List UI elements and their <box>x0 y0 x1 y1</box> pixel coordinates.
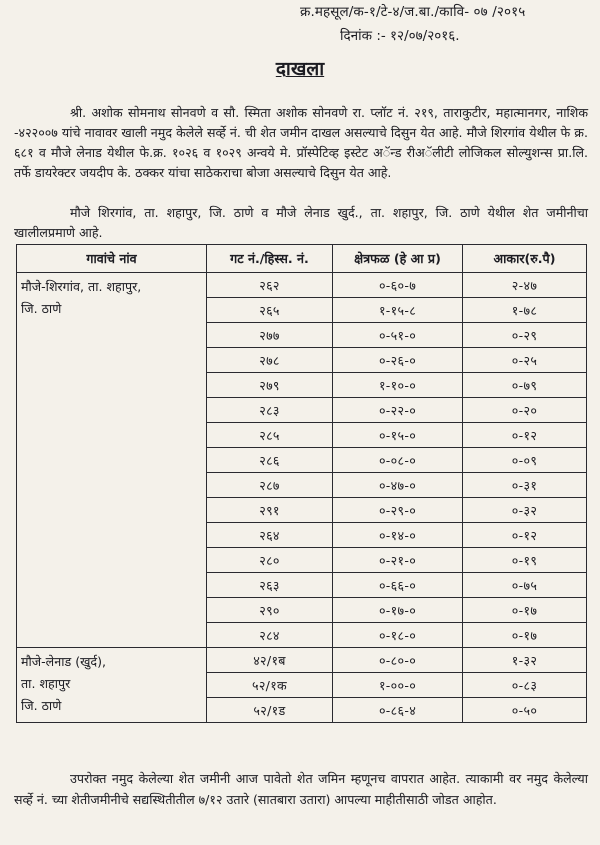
table-row <box>17 273 587 298</box>
area-cell: ०-१८-० <box>333 623 463 648</box>
assessment-cell: ०-७५ <box>463 573 587 598</box>
village-name-line: ता. शहापुर <box>21 676 71 691</box>
assessment-cell: ०-१९ <box>463 548 587 573</box>
assessment-cell: ०-२० <box>463 398 587 423</box>
column-header-village: गावांचे नांव <box>17 245 207 273</box>
survey-number-cell: २९१ <box>207 498 333 523</box>
column-header-area: क्षेत्रफळ (हे आ प्र) <box>333 245 463 273</box>
survey-number-cell: २८५ <box>207 423 333 448</box>
table-body <box>17 273 587 723</box>
reference-number: क्र.महसूल/क-१/टे-४/ज.बा./कावि- ०७ /२०१५ <box>300 4 526 20</box>
area-cell: ०-१४-० <box>333 523 463 548</box>
assessment-cell: ०-०९ <box>463 448 587 473</box>
assessment-cell: ०-१७ <box>463 623 587 648</box>
area-cell: ०-८६-४ <box>333 698 463 723</box>
assessment-cell: ०-२९ <box>463 323 587 348</box>
survey-number-cell: २७९ <box>207 373 333 398</box>
page-title: दाखला <box>275 58 325 80</box>
area-cell: १-००-० <box>333 673 463 698</box>
document-date: दिनांक :- १२/०७/२०१६. <box>340 28 460 44</box>
area-cell: ०-४७-० <box>333 473 463 498</box>
area-cell: ०-०८-० <box>333 448 463 473</box>
assessment-cell: ०-१२ <box>463 523 587 548</box>
area-cell: ०-१५-० <box>333 423 463 448</box>
survey-number-cell: २६३ <box>207 573 333 598</box>
area-cell: ०-२२-० <box>333 398 463 423</box>
village-name-cell <box>17 648 207 723</box>
land-table <box>16 244 587 723</box>
assessment-cell: १-३२ <box>463 648 587 673</box>
table-row <box>17 648 587 673</box>
survey-number-cell: ४२/१ब <box>207 648 333 673</box>
assessment-cell: ०-३१ <box>463 473 587 498</box>
intro-paragraph: श्री. अशोक सोमनाथ सोनवणे व सौ. स्मिता अशोक सोनवणे रा. प्लॉट नं. २१९, ताराकुटीर, महात्मानगर, नाशिक -४२२००७ यांचे नावावर खाली नमुद केलेले सर्व्हे नं. ची शेत जमीन दाखल असल्याचे दिसुन येत आहे. मौजे शिरगांव येथील फे क्र. ६८१ व मौजे लेनाड येथील फे.क्र. १०२६ व १०२९ अन्वये मे. प्रॉस्पेटिव्ह इस्टेट अॅन्ड रीअॅलीटी लोजिकल सोल्युशन्स प्रा.लि. तर्फे डायरेक्टर जयदीप के. ठक्कर यांचा साठेकराचा बोजा असल्याचे दिसुन येत आहे. <box>14 105 588 180</box>
survey-number-cell: २६२ <box>207 273 333 298</box>
village-name-line: मौजे-लेनाड (खुर्द), <box>21 654 107 669</box>
lead-in-paragraph: मौजे शिरगांव, ता. शहापुर, जि. ठाणे व मौजे लेनाड खुर्द., ता. शहापुर, जि. ठाणे येथील शेत जमीनीचा खालीलप्रमाणे आहे. <box>14 205 588 240</box>
area-cell: ०-८०-० <box>333 648 463 673</box>
survey-number-cell: २६५ <box>207 298 333 323</box>
area-cell: १-१५-८ <box>333 298 463 323</box>
survey-number-cell: २८६ <box>207 448 333 473</box>
survey-number-cell: २६४ <box>207 523 333 548</box>
assessment-cell: ०-२५ <box>463 348 587 373</box>
area-cell: ०-२६-० <box>333 348 463 373</box>
survey-number-cell: २७७ <box>207 323 333 348</box>
village-name-line: मौजे-शिरगांव, ता. शहापुर, <box>21 279 142 294</box>
survey-number-cell: ५२/१क <box>207 673 333 698</box>
assessment-cell: ०-७९ <box>463 373 587 398</box>
survey-number-cell: २८३ <box>207 398 333 423</box>
closing-paragraph: उपरोक्त नमुद केलेल्या शेत जमीनी आज पावेतो शेत जमिन म्हणूनच वापरात आहेत. त्याकामी वर नमुद केलेल्या सर्व्हे नं. च्या शेतीजमीनीचे सद्यस्थितीतील ७/१२ उतारे (सातबारा उतारा) आपल्या माहीतीसाठी जोडत आहोत. <box>14 771 588 807</box>
village-name-cell <box>17 273 207 648</box>
survey-number-cell: २८७ <box>207 473 333 498</box>
column-header-survey-no: गट नं./हिस्स. नं. <box>207 245 333 273</box>
survey-number-cell: २८० <box>207 548 333 573</box>
village-name-line: जि. ठाणे <box>21 698 62 713</box>
area-cell: ०-६६-० <box>333 573 463 598</box>
area-cell: ०-१७-० <box>333 598 463 623</box>
assessment-cell: १-७८ <box>463 298 587 323</box>
table-header-row <box>17 245 587 273</box>
village-name-line: जि. ठाणे <box>21 301 62 316</box>
assessment-cell: ०-८३ <box>463 673 587 698</box>
survey-number-cell: २९० <box>207 598 333 623</box>
assessment-cell: ०-५० <box>463 698 587 723</box>
column-header-assessment: आकार(रु.पै) <box>463 245 587 273</box>
assessment-cell: २-४७ <box>463 273 587 298</box>
survey-number-cell: २७८ <box>207 348 333 373</box>
area-cell: १-१०-० <box>333 373 463 398</box>
assessment-cell: ०-१२ <box>463 423 587 448</box>
area-cell: ०-५१-० <box>333 323 463 348</box>
area-cell: ०-६०-७ <box>333 273 463 298</box>
area-cell: ०-२९-० <box>333 498 463 523</box>
area-cell: ०-२१-० <box>333 548 463 573</box>
assessment-cell: ०-३२ <box>463 498 587 523</box>
assessment-cell: ०-१७ <box>463 598 587 623</box>
survey-number-cell: ५२/१ड <box>207 698 333 723</box>
survey-number-cell: २८४ <box>207 623 333 648</box>
